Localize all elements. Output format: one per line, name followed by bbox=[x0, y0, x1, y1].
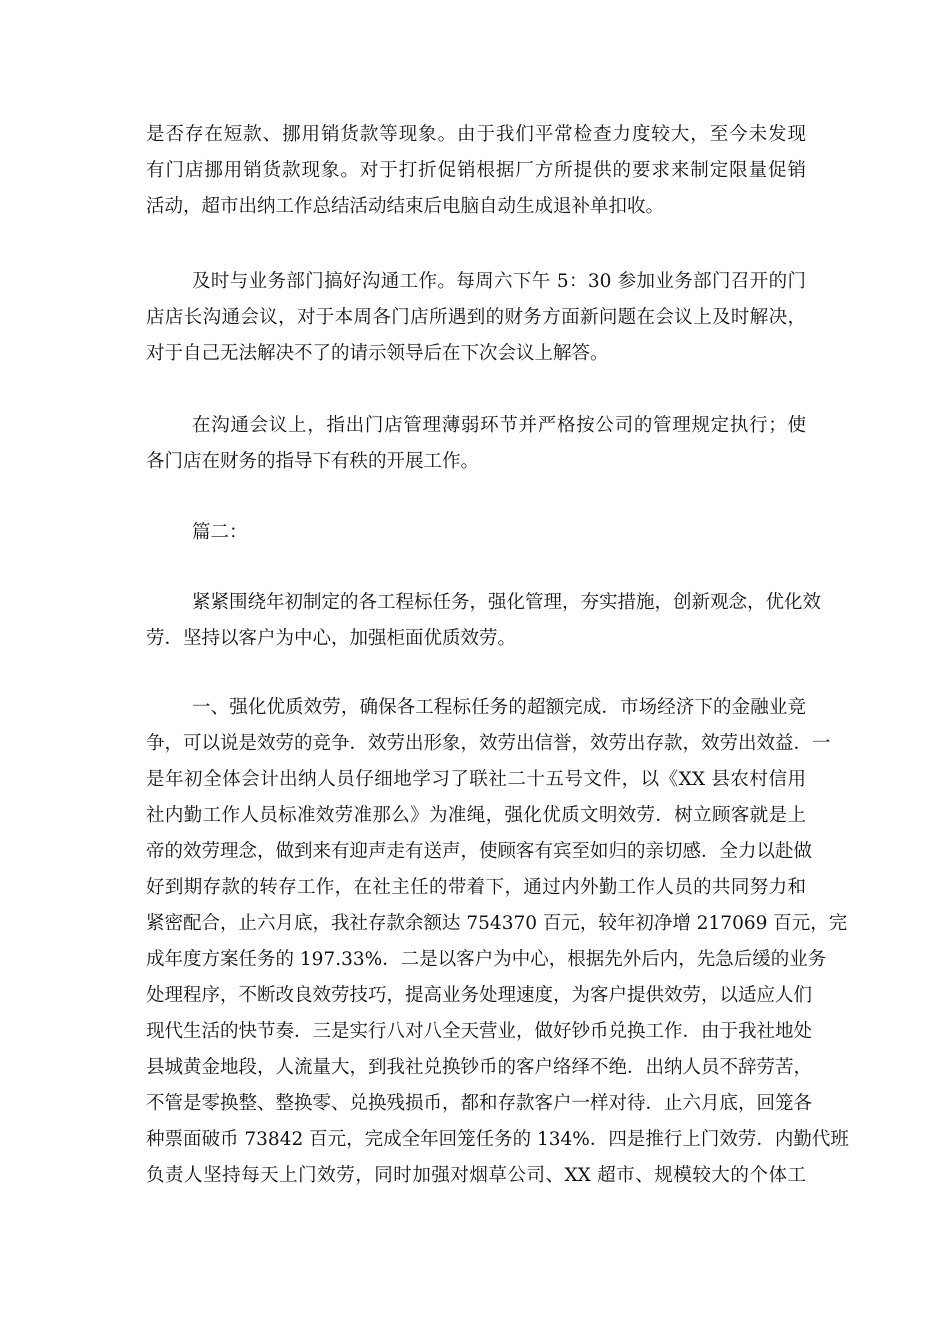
paragraph-line: 帝的效劳理念，做到来有迎声走有送声，使顾客有宾至如归的亲切感．全力以赴做 bbox=[146, 841, 813, 862]
paragraph-line: 劳．坚持以客户为中心，加强柜面优质效劳。 bbox=[146, 628, 517, 649]
paragraph-line: 负责人坚持每天上门效劳，同时加强对烟草公司、XX 超市、规模较大的个体工 bbox=[146, 1165, 806, 1186]
paragraph-line: 现代生活的快节奏．三是实行八对八全天营业，做好钞币兑换工作．由于我社地处 bbox=[146, 1021, 813, 1042]
paragraph-line: 不管是零换整、整换零、兑换残损币，都和存款客户一样对待．止六月底，回笼各 bbox=[146, 1093, 813, 1114]
paragraph-line: 种票面破币 73842 百元，完成全年回笼任务的 134%．四是推行上门效劳．内勤代班 bbox=[146, 1129, 849, 1150]
paragraph-line: 及时与业务部门搞好沟通工作。每周六下午 5：30 参加业务部门召开的门 bbox=[192, 271, 806, 292]
paragraph-line: 争，可以说是效劳的竞争．效劳出形象，效劳出信誉，效劳出存款，效劳出效益．一 bbox=[146, 733, 831, 754]
paragraph-line: 好到期存款的转存工作，在社主任的带着下，通过内外勤工作人员的共同努力和 bbox=[146, 877, 806, 898]
paragraph-5 bbox=[146, 585, 822, 657]
paragraph-6 bbox=[146, 690, 849, 1194]
paragraph-line: 各门店在财务的指导下有秩的开展工作。 bbox=[146, 451, 480, 472]
paragraph-line: 社内勤工作人员标准效劳准那么》为准绳，强化优质文明效劳．树立顾客就是上 bbox=[146, 805, 806, 826]
paragraph-line: 成年度方案任务的 197.33%．二是以客户为中心，根据先外后内，先急后缓的业务 bbox=[146, 949, 827, 970]
paragraph-2 bbox=[146, 264, 806, 372]
section-heading bbox=[146, 515, 806, 551]
paragraph-line: 店店长沟通会议，对于本周各门店所遇到的财务方面新问题在会议上及时解决， bbox=[146, 307, 806, 328]
paragraph-line: 紧紧围绕年初制定的各工程标任务，强化管理，夯实措施，创新观念，优化效 bbox=[192, 592, 822, 613]
paragraph-line: 是年初全体会计出纳人员仔细地学习了联社二十五号文件，以《XX 县农村信用 bbox=[146, 769, 806, 790]
paragraph-1 bbox=[146, 117, 806, 225]
paragraph-3 bbox=[146, 408, 806, 480]
paragraph-line: 一、强化优质效劳，确保各工程标任务的超额完成．市场经济下的金融业竞 bbox=[192, 697, 806, 718]
section-heading-text: 篇二： bbox=[192, 522, 248, 543]
paragraph-line: 紧密配合，止六月底，我社存款余额达 754370 百元，较年初净增 217069 百元，完 bbox=[146, 913, 848, 934]
paragraph-line: 有门店挪用销货款现象。对于打折促销根据厂方所提供的要求来制定限量促销 bbox=[146, 160, 806, 181]
paragraph-line: 活动，超市出纳工作总结活动结束后电脑自动生成退补单扣收。 bbox=[146, 196, 665, 217]
paragraph-line: 县城黄金地段，人流量大，到我社兑换钞币的客户络绎不绝．出纳人员不辞劳苦， bbox=[146, 1057, 813, 1078]
paragraph-line: 对于自己无法解决不了的请示领导后在下次会议上解答。 bbox=[146, 343, 609, 364]
paragraph-line: 是否存在短款、挪用销货款等现象。由于我们平常检查力度较大，至今未发现 bbox=[146, 124, 806, 145]
paragraph-line: 处理程序，不断改良效劳技巧，提高业务处理速度，为客户提供效劳，以适应人们 bbox=[146, 985, 813, 1006]
paragraph-line: 在沟通会议上，指出门店管理薄弱环节并严格按公司的管理规定执行；使 bbox=[192, 415, 806, 436]
